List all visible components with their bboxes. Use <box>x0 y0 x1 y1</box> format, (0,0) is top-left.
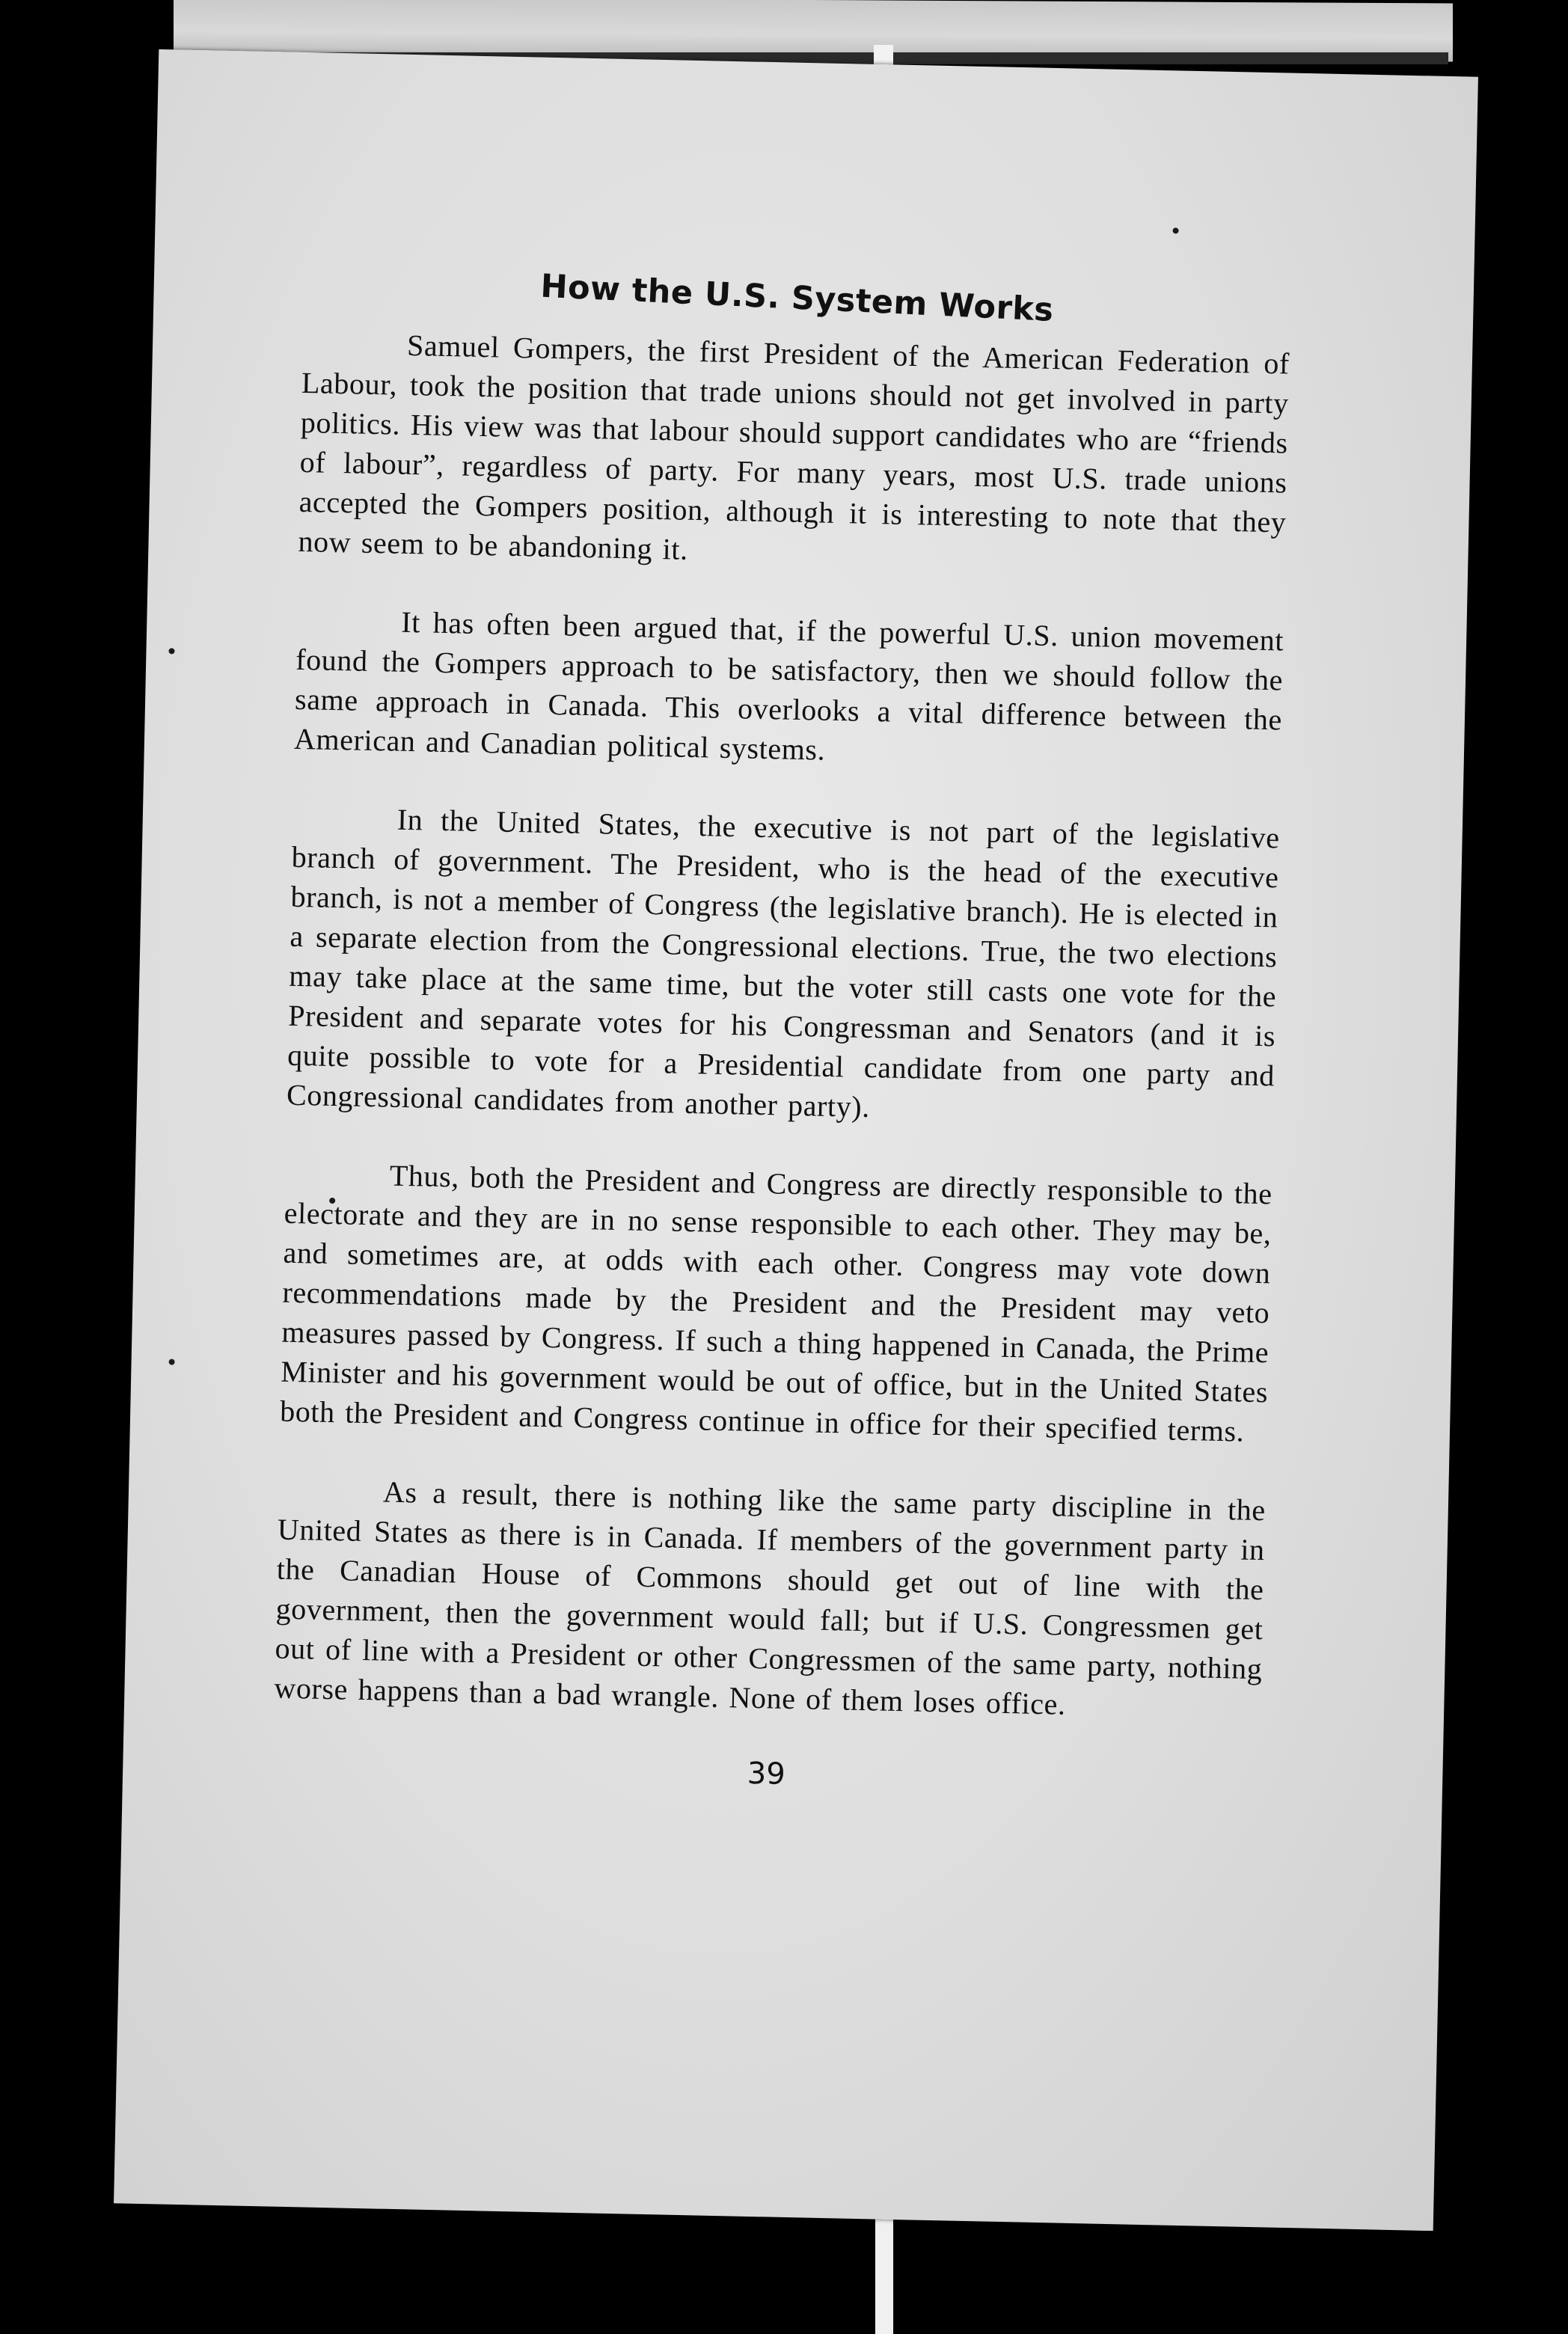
scan-speck <box>1172 227 1178 233</box>
paragraph-responsibility: Thus, both the President and Congress are directly responsible to the electorate and they are in no sense responsible to each other. They may be, and sometimes are, at odds with each other. Congress may vote down recommendations made by the President and the President may veto measures passed by Congress. If such a thing happened in Canada, the Prime Minister and his government would be out of office, but in the United States both the President and Congress continue in office for their specified terms. <box>279 1158 1273 1448</box>
paragraph-party-discipline: As a result, there is nothing like the same party discipline in the United States as there is in Canada. If members of the government party in the Canadian House of Commons should get out of line with the government, then the government would fall; but if U.S. Congressmen get out of line with a President or other Congressmen of the same party, nothing worse happens than a bad wrangle. None of them loses office. <box>274 1474 1267 1721</box>
scan-speck <box>168 648 174 654</box>
page-heading: How the U.S. System Works <box>539 267 1055 329</box>
paragraph-argument: It has often been argued that, if the powerful U.S. union movement found the Gompers approach to be satisfactory, then we should follow the same approach in Canada. This overlooks a vital difference between the American and Canadian political systems. <box>293 604 1284 767</box>
document-page <box>114 49 1478 2231</box>
binding-strip-bottom <box>875 2214 893 2334</box>
paragraph-separation: In the United States, the executive is not part of the legislative branch of government. The President, who is the head of the executive branch, is not a member of Congress (the legislative branch). He is elected in a separate election from the Congressional elections. True, the two elections may take place at the same time, but the voter still casts one vote for the President and separate votes for his Congressman and Senators (and it is quite possible to vote for a Presidential candidate from one party and Congressional candidates from another party). <box>286 802 1281 1124</box>
scan-speck <box>169 1359 175 1365</box>
page-content <box>272 269 1291 1801</box>
paragraph-gompers: Samuel Gompers, the first President of the American Federation of Labour, took the position that trade unions should not get involved in party politics. His view was that labour should support candidates who are “friends of labour”, regardless of party. For many years, most U.S. trade unions accepted the Gompers position, although it is interesting to note that they now seem to be abandoning it. <box>298 328 1290 566</box>
page-number: 39 <box>747 1756 786 1792</box>
